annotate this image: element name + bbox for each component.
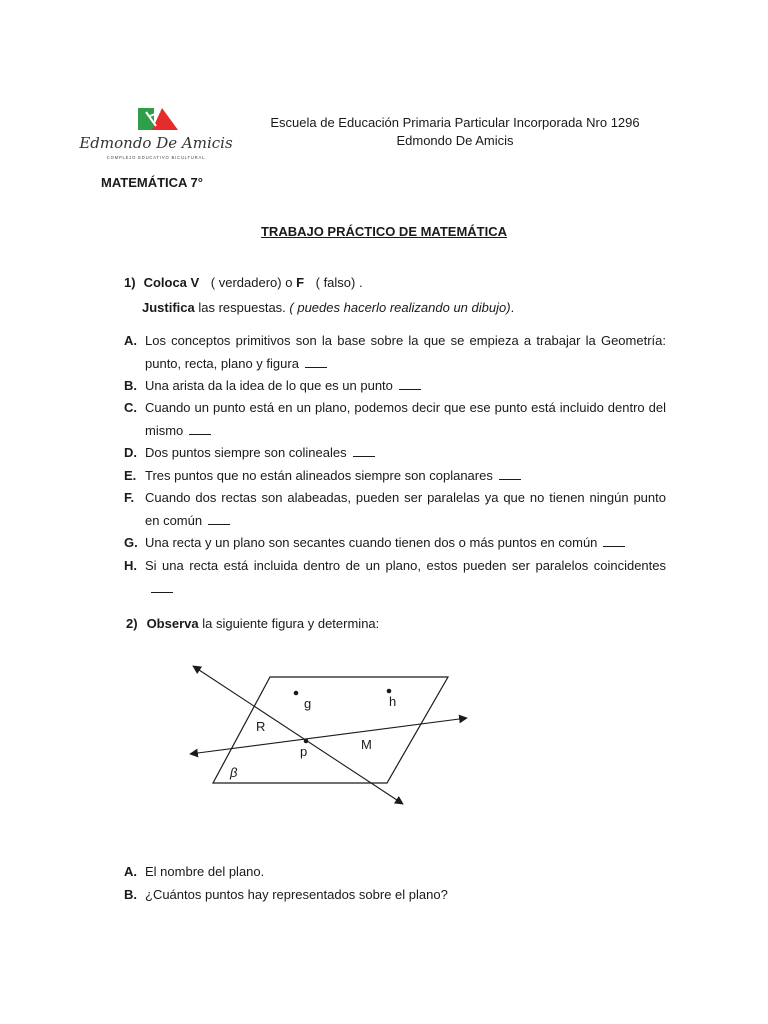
logo-name: Edmondo De Amicis — [79, 134, 233, 152]
answer-blank[interactable] — [499, 467, 521, 480]
course-title: MATEMÁTICA 7° — [101, 175, 203, 190]
label-p: p — [300, 744, 308, 759]
justify-text: las respuestas. — [194, 300, 290, 315]
item-letter: C. — [124, 400, 137, 415]
statement-e — [124, 465, 666, 488]
question-1-number: 1) — [124, 275, 136, 290]
answer-blank[interactable] — [353, 444, 375, 457]
school-line-2: Edmondo De Amicis — [396, 133, 514, 148]
question-1-text-b: ( falso) . — [312, 275, 363, 290]
item-text: Cuando un punto está en un plano, podemos decir que ese punto está incluido dentro del mismo — [145, 400, 666, 438]
label-beta: β — [230, 765, 238, 780]
statement-a — [124, 330, 666, 375]
question-1-text-a: ( verdadero) o — [207, 275, 297, 290]
item-text: Una arista da la idea de lo que es un punto — [145, 378, 393, 393]
statement-h — [124, 555, 666, 600]
item-letter: E. — [124, 468, 137, 483]
school-line-1: Escuela de Educación Primaria Particular Incorporada Nro 1296 — [270, 115, 640, 130]
item-text: Los conceptos primitivos son la base sobre la que se empieza a trabajar la Geometría: punto, recta, plano y figura — [145, 333, 666, 371]
item-letter: D. — [124, 445, 137, 460]
label-g: g — [304, 696, 312, 711]
plane-parallelogram — [213, 677, 448, 783]
line-one — [190, 718, 467, 754]
item-letter: H. — [124, 558, 137, 573]
answer-blank[interactable] — [208, 512, 230, 525]
label-m: M — [361, 737, 372, 752]
question-1-bold-f: F — [296, 275, 305, 290]
item-text: Cuando dos rectas son alabeadas, pueden ser paralelas ya que no tienen ningún punto en común — [145, 490, 666, 528]
item-text: Dos puntos siempre son colineales — [145, 445, 347, 460]
label-r: R — [256, 719, 266, 734]
item-text: El nombre del plano. — [145, 864, 265, 879]
item-letter: F. — [124, 490, 135, 505]
statement-b — [124, 375, 666, 398]
answer-blank[interactable] — [151, 580, 173, 593]
statement-c — [124, 397, 666, 442]
point-g — [294, 691, 299, 696]
statement-d — [124, 442, 666, 465]
school-logo — [79, 104, 233, 164]
item-text: ¿Cuántos puntos hay representados sobre el plano? — [145, 887, 448, 902]
question-2-heading — [126, 616, 379, 631]
answer-blank[interactable] — [399, 377, 421, 390]
plane-diagram — [185, 658, 475, 808]
answer-blank[interactable] — [305, 355, 327, 368]
justify-end: . — [510, 300, 515, 315]
label-h: h — [389, 694, 397, 709]
item-letter: A. — [124, 864, 137, 879]
justify-italic: ( puedes hacerlo realizando un dibujo) — [289, 300, 511, 315]
page-title: TRABAJO PRÁCTICO DE MATEMÁTICA — [260, 224, 508, 239]
logo-graphic — [79, 104, 233, 164]
item-letter: G. — [124, 535, 138, 550]
question-1-instruction — [142, 300, 514, 315]
item-text: Una recta y un plano son secantes cuando tienen dos o más puntos en común — [145, 535, 598, 550]
item-text: Tres puntos que no están alineados siempre son coplanares — [145, 468, 493, 483]
point-h — [387, 689, 392, 694]
item-text: Si una recta está incluida dentro de un plano, estos pueden ser paralelos coincidentes — [145, 558, 666, 573]
question-2-text: la siguiente figura y determina: — [198, 616, 380, 631]
point-p — [304, 739, 309, 744]
q2-item-a — [124, 861, 666, 884]
school-header — [240, 114, 670, 150]
item-letter: A. — [124, 333, 137, 348]
question-1-bold: Coloca V — [143, 275, 200, 290]
item-letter: B. — [124, 378, 137, 393]
answer-blank[interactable] — [603, 534, 625, 547]
statement-f — [124, 487, 666, 532]
statement-g — [124, 532, 666, 555]
question-2-number: 2) — [126, 616, 138, 631]
q2-item-b — [124, 884, 666, 907]
geometry-figure — [185, 658, 475, 808]
logo-red-triangle — [152, 108, 178, 130]
justify-bold: Justifica — [142, 300, 195, 315]
logo-subtitle: COMPLEJO EDUCATIVO BICULTURAL — [106, 155, 206, 160]
item-letter: B. — [124, 887, 137, 902]
question-2-bold: Observa — [146, 616, 199, 631]
question-1-heading — [124, 275, 363, 290]
answer-blank[interactable] — [189, 422, 211, 435]
